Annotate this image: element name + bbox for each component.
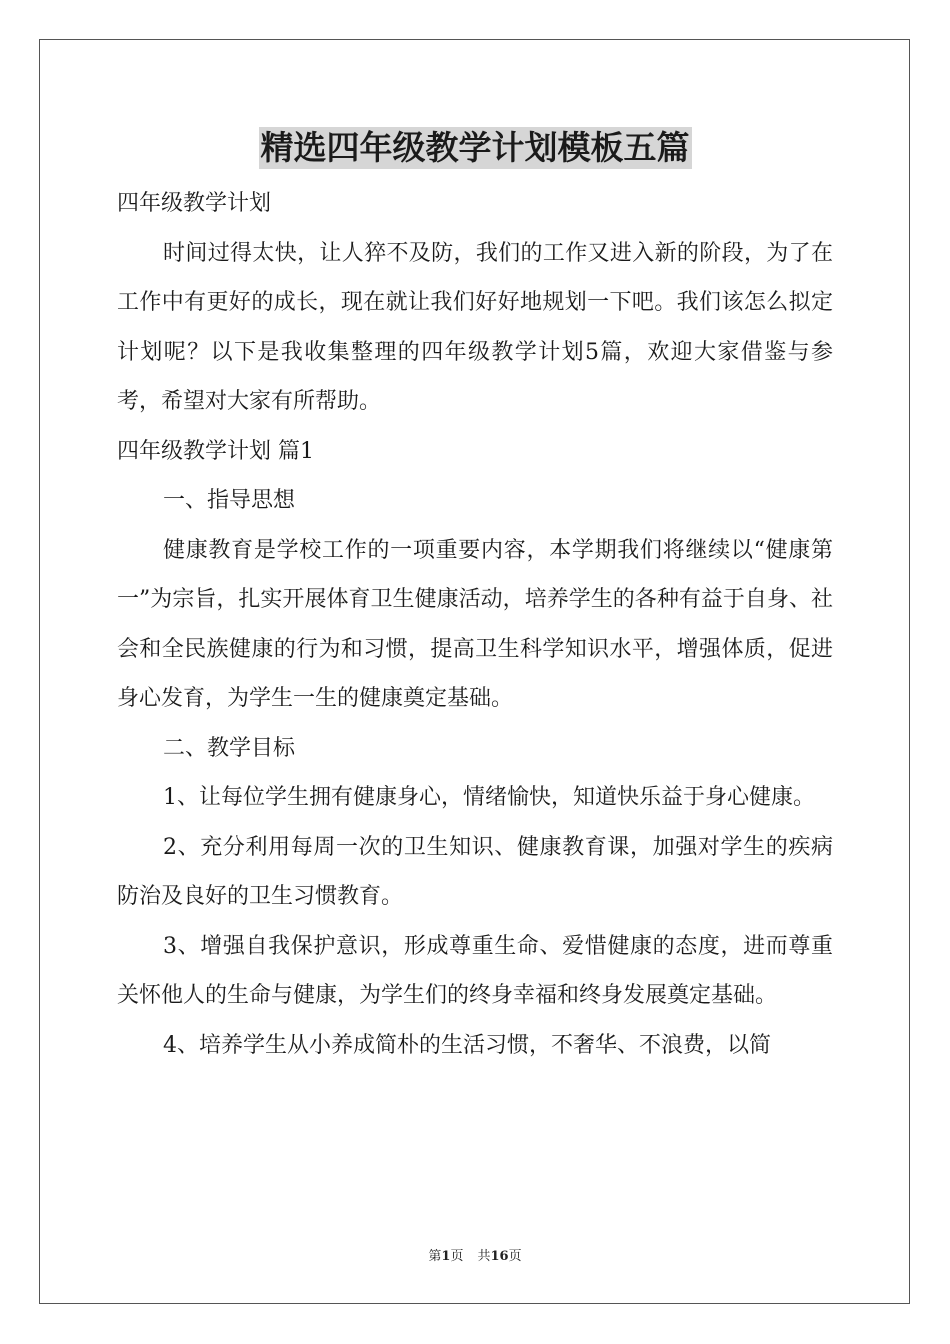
subheading-teaching-goals: 二、教学目标 [163,735,296,761]
goal-item-3: 3、增强自我保护意识，形成尊重生命、爱惜健康的态度，进而尊重关怀他人的生命与健康，为学生们的终身幸福和终身发展奠定基础。 [117,933,833,1008]
goal-item-4: 4、培养学生从小养成简朴的生活习惯，不奢华、不浪费，以简 [163,1032,771,1058]
goal-item-2: 2、充分利用每周一次的卫生知识、健康教育课，加强对学生的疾病防治及良好的卫生习惯教育。 [117,834,833,909]
intro-paragraph: 时间过得太快，让人猝不及防，我们的工作又进入新的阶段，为了在工作中有更好的成长，现在就让我们好好地规划一下吧。我们该怎么拟定计划呢？以下是我收集整理的四年级教学计划5篇，欢迎大家借鉴与参考，希望对大家有所帮助。 [117,240,833,414]
section-heading-part-1: 四年级教学计划 篇1 [117,438,314,464]
subheading-guiding-ideas: 一、指导思想 [163,488,296,513]
page-prefix: 第 [428,1249,442,1264]
title-container [0,127,950,169]
page-suffix: 页 [450,1249,464,1264]
total-prefix: 共 [477,1249,491,1264]
document-body [117,179,833,1070]
section-heading: 四年级教学计划 [117,191,272,216]
goal-item-1: 1、让每位学生拥有健康身心，情绪愉快，知道快乐益于身心健康。 [163,785,815,810]
page-total: 16 [490,1249,509,1264]
page-current: 1 [441,1249,451,1264]
document-title: 精选四年级教学计划模板五篇 [260,128,690,167]
total-suffix: 页 [508,1249,522,1264]
page-footer [0,1248,950,1266]
body-paragraph: 健康教育是学校工作的一项重要内容，本学期我们将继续以“健康第一”为宗旨，扎实开展体育卫生健康活动，培养学生的各种有益于自身、社会和全民族健康的行为和习惯，提高卫生科学知识水平，增强体质，促进身心发育，为学生一生的健康奠定基础。 [117,537,833,711]
